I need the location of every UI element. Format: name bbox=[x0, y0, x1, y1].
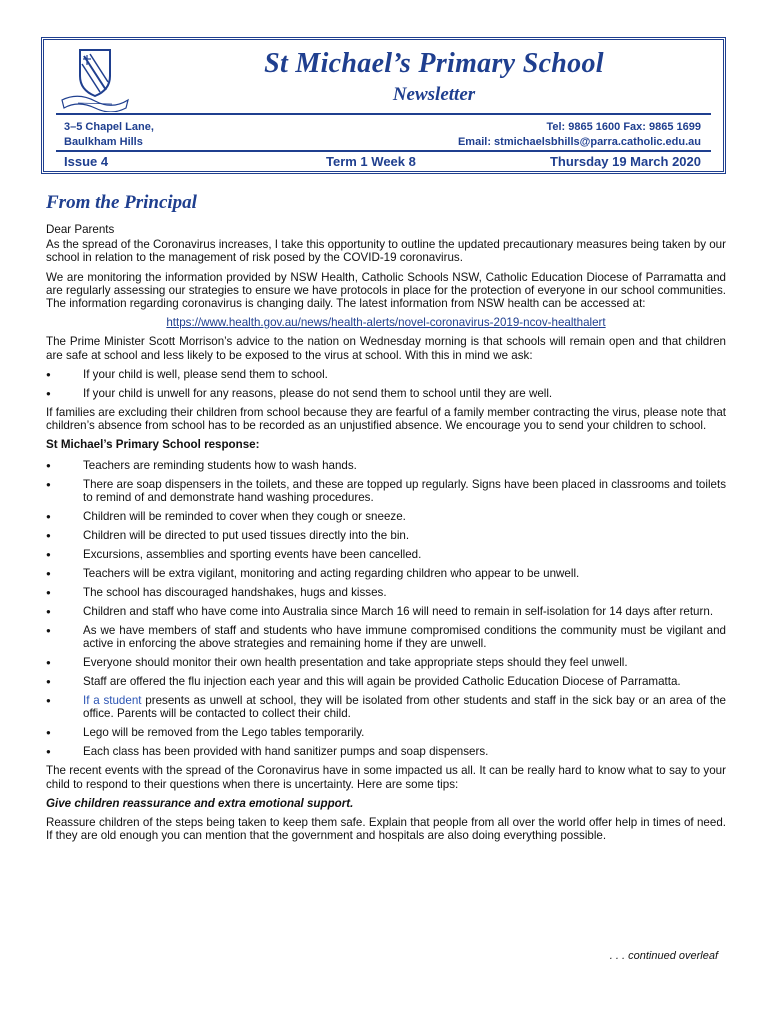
list-item: ● Children will be reminded to cover when they cough or sneeze. bbox=[46, 510, 726, 523]
paragraph-4: If families are excluding their children from school because they are fearful of a family member contracting the virus, please note that children’s absence from school has to be recorded as an unjustified absence. We encourage you to send your children to school. bbox=[46, 406, 726, 433]
address-line-2: Baulkham Hills bbox=[64, 136, 143, 148]
issue-number: Issue 4 bbox=[64, 154, 109, 169]
greeting: Dear Parents bbox=[46, 223, 115, 236]
email-address: Email: stmichaelsbhills@parra.catholic.edu.au bbox=[457, 136, 701, 148]
school-crest-logo bbox=[56, 46, 134, 112]
principal-article bbox=[46, 192, 726, 848]
list-item: ● Excursions, assemblies and sporting events have been cancelled. bbox=[46, 548, 726, 561]
student-item-highlight: If a student bbox=[83, 694, 142, 708]
list-item: ● Children will be directed to put used tissues directly into the bin. bbox=[46, 529, 726, 542]
issue-date: Thursday 19 March 2020 bbox=[549, 154, 701, 169]
term-week: Term 1 Week 8 bbox=[326, 154, 416, 169]
school-name: St Michael’s Primary School bbox=[264, 48, 604, 79]
response-heading: St Michael’s Primary School response: bbox=[46, 438, 260, 452]
list-item: ● Teachers will be extra vigilant, monitoring and acting regarding children who appear to be unwell. bbox=[46, 567, 726, 580]
paragraph-1: As the spread of the Coronavirus increases, I take this opportunity to outline the updated precautionary measures being taken by our school in relation to the management of risk posed by the COVID-19 coronavirus. bbox=[46, 238, 726, 265]
newsletter-masthead bbox=[41, 37, 726, 174]
list-item: ● If your child is unwell for any reasons, please do not send them to school until they are well. bbox=[46, 387, 726, 400]
continued-overleaf: . . . continued overleaf bbox=[609, 950, 718, 962]
paragraph-2: We are monitoring the information provided by NSW Health, Catholic Schools NSW, Catholic Education Diocese of Parramatta and are regularly assessing our strategies to ensure we have protocols in place for the protection of everyone in our school communities. The information regarding coronavirus is changing daily. The latest information from NSW health can be accessed at: bbox=[46, 270, 726, 311]
paragraph-3: The Prime Minister Scott Morrison’s advice to the nation on Wednesday morning is that schools will remain open and that children are safe at school and less likely to be exposed to the virus at school. With this in mind we ask: bbox=[46, 335, 726, 362]
masthead-divider bbox=[56, 113, 711, 115]
newsletter-label: Newsletter bbox=[392, 84, 476, 105]
health-alert-link[interactable]: https://www.health.gov.au/news/health-alerts/novel-coronavirus-2019-ncov-healthalert bbox=[166, 316, 606, 330]
tip-heading: Give children reassurance and extra emotional support. bbox=[46, 796, 354, 810]
section-title: From the Principal bbox=[46, 192, 197, 213]
address-line-1: 3–5 Chapel Lane, bbox=[64, 121, 154, 133]
list-item: ● If your child is well, please send them to school. bbox=[46, 368, 726, 381]
school-contact bbox=[458, 120, 701, 150]
list-item: ● Staff are offered the flu injection each year and this will again be provided Catholic Education Diocese of Parramatta. bbox=[46, 675, 726, 688]
list-item: ● Children and staff who have come into Australia since March 16 will need to remain in self-isolation for 14 days after return. bbox=[46, 605, 726, 618]
list-item: ● Lego will be removed from the Lego tables temporarily. bbox=[46, 726, 726, 739]
list-item: ● As we have members of staff and students who have immune compromised conditions the community must be vigilant and active in enforcing the above strategies and remaining home if they are unwell. bbox=[46, 624, 726, 650]
ask-list bbox=[46, 368, 726, 400]
masthead-divider-2 bbox=[56, 150, 711, 152]
list-item: ● Each class has been provided with hand sanitizer pumps and soap dispensers. bbox=[46, 745, 726, 758]
student-item-text: presents as unwell at school, they will be isolated from other students and staff in the sick bay or an area of the office. Parents will be contacted to collect their child. bbox=[83, 694, 726, 721]
list-item bbox=[46, 694, 726, 720]
list-item: ● Teachers are reminding students how to wash hands. bbox=[46, 459, 726, 472]
list-item: ● There are soap dispensers in the toilets, and these are topped up regularly. Signs have been placed in classrooms and toilets to remind of and demonstrate hand washing procedures. bbox=[46, 478, 726, 504]
list-item: ● Everyone should monitor their own health presentation and take appropriate steps should they feel unwell. bbox=[46, 656, 726, 669]
paragraph-6: Reassure children of the steps being taken to keep them safe. Explain that people from all over the world offer help in times of need. If they are old enough you can mention that the government and hospitals are also doing everything possible. bbox=[46, 816, 726, 843]
phone-fax: Tel: 9865 1600 Fax: 9865 1699 bbox=[546, 121, 701, 133]
paragraph-5: The recent events with the spread of the Coronavirus have in some impacted us all. It can be really hard to know what to say to your child to respond to their questions when there is uncertainty. Here are some tips: bbox=[46, 764, 726, 791]
health-link-line bbox=[46, 316, 726, 329]
school-address bbox=[64, 120, 154, 150]
list-item: ● The school has discouraged handshakes, hugs and kisses. bbox=[46, 586, 726, 599]
response-list bbox=[46, 459, 726, 759]
